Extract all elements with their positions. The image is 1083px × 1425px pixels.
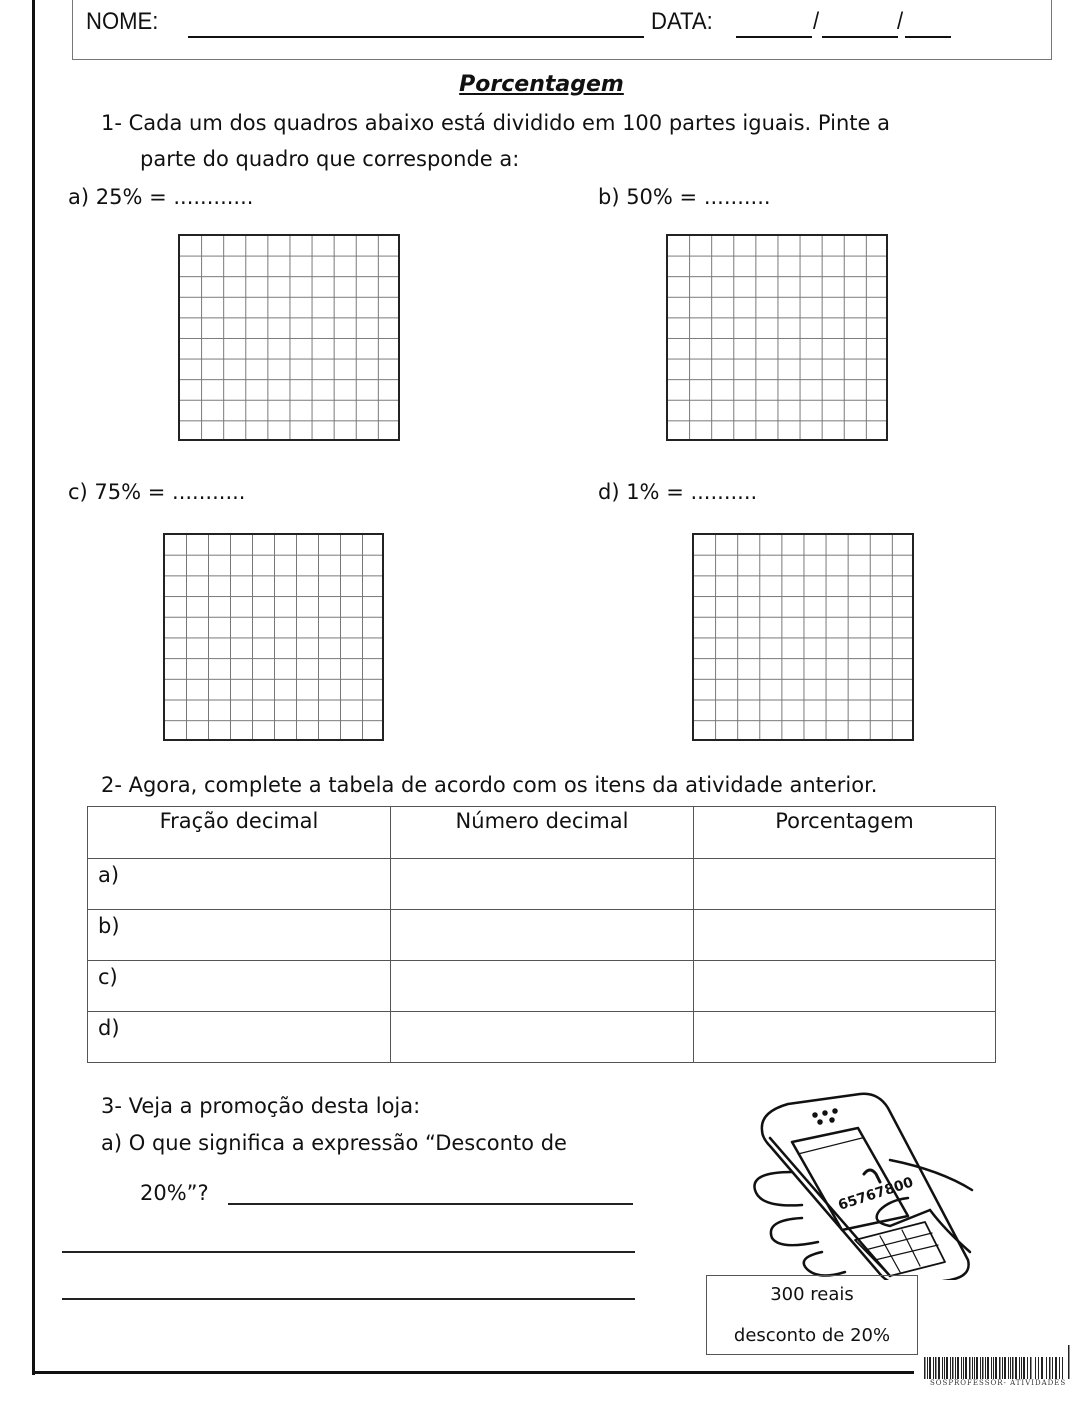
col-header-percentage: Porcentagem <box>694 807 996 859</box>
date-separator: / <box>813 8 820 35</box>
barcode-icon <box>924 1345 1070 1379</box>
grid-50-percent[interactable] <box>666 234 888 441</box>
table-row <box>88 859 996 910</box>
table-row <box>88 961 996 1012</box>
q2-prompt: 2- Agora, complete a tabela de acordo com os itens da atividade anterior. <box>101 773 878 797</box>
grid-25-percent[interactable] <box>178 234 400 441</box>
cell-fraction-d[interactable]: d) <box>88 1012 391 1063</box>
mobile-phone-illustration-icon <box>740 1090 980 1280</box>
q1-prompt-cont: parte do quadro que corresponde a: <box>140 147 520 171</box>
date-label: DATA: <box>651 8 713 35</box>
discount-label: desconto de 20% <box>733 1325 891 1346</box>
table-row <box>88 910 996 961</box>
table-row <box>88 1012 996 1063</box>
cell-fraction-c[interactable]: c) <box>88 961 391 1012</box>
header-box <box>72 0 1052 60</box>
cell-decimal-b[interactable] <box>391 910 694 961</box>
price-label: 300 reais <box>770 1284 854 1305</box>
page-frame-bottom <box>32 1371 914 1374</box>
q1-item-d-label: d) 1% = .......... <box>598 480 758 504</box>
cell-decimal-c[interactable] <box>391 961 694 1012</box>
q1-item-b-label: b) 50% = .......... <box>598 185 771 209</box>
barcode-caption: SOSPROFESSOR- ATIVIDADES <box>930 1379 1067 1387</box>
cell-fraction-a[interactable]: a) <box>88 859 391 910</box>
date-day-line[interactable] <box>736 36 812 38</box>
date-month-line[interactable] <box>822 36 898 38</box>
table-header-row <box>88 807 996 859</box>
q1-item-a-label: a) 25% = ............ <box>68 185 254 209</box>
q3-prompt: 3- Veja a promoção desta loja: <box>101 1094 421 1118</box>
q1-item-c-label: c) 75% = ........... <box>68 480 246 504</box>
date-year-line[interactable] <box>905 36 951 38</box>
answer-line-3[interactable] <box>62 1298 635 1300</box>
answer-line-2[interactable] <box>62 1251 635 1253</box>
date-separator: / <box>897 8 904 35</box>
svg-text:65767800: 65767800 <box>836 1174 916 1214</box>
worksheet-title: Porcentagem <box>459 72 624 97</box>
q3-question-cont: 20%”? <box>140 1181 209 1205</box>
name-input-line[interactable] <box>188 36 644 38</box>
col-header-decimal: Número decimal <box>391 807 694 859</box>
cell-percentage-a[interactable] <box>694 859 996 910</box>
page-frame-left <box>32 0 35 1375</box>
answer-line-1[interactable] <box>228 1203 633 1205</box>
q3-question: a) O que significa a expressão “Desconto de <box>101 1131 567 1155</box>
cell-fraction-b[interactable]: b) <box>88 910 391 961</box>
conversion-table <box>87 806 996 1063</box>
grid-75-percent[interactable] <box>163 533 384 741</box>
promotion-price-box <box>706 1275 918 1355</box>
cell-percentage-b[interactable] <box>694 910 996 961</box>
cell-percentage-d[interactable] <box>694 1012 996 1063</box>
col-header-fraction: Fração decimal <box>88 807 391 859</box>
grid-1-percent[interactable] <box>692 533 914 741</box>
cell-decimal-d[interactable] <box>391 1012 694 1063</box>
q1-prompt: 1- Cada um dos quadros abaixo está dividido em 100 partes iguais. Pinte a <box>101 111 890 135</box>
cell-percentage-c[interactable] <box>694 961 996 1012</box>
name-label: NOME: <box>86 8 159 35</box>
cell-decimal-a[interactable] <box>391 859 694 910</box>
